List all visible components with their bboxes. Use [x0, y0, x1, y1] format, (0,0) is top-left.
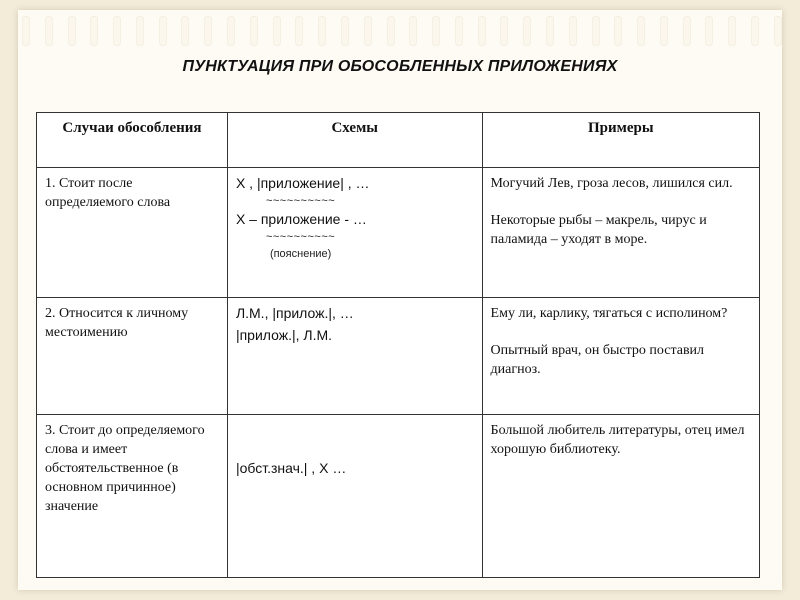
example-cell: [482, 168, 759, 298]
scheme-cell: [227, 415, 482, 578]
binder-hole: [569, 16, 577, 46]
scheme-cell: [227, 298, 482, 415]
binder-hole: [45, 16, 53, 46]
wavy-underline: ~~~~~~~~~~: [265, 231, 336, 243]
case-cell: 3. Стоит до определяемого слова и имеет обстоятельственное (в основном причинное) значение: [37, 415, 228, 578]
binder-hole: [409, 16, 417, 46]
binder-hole: [751, 16, 759, 46]
scheme-line: Х , |приложение| , …: [235, 175, 370, 191]
wavy-underline: ~~~~~~~~~~: [265, 195, 336, 207]
binder-holes: [22, 14, 782, 48]
binder-hole: [68, 16, 76, 46]
scheme-note: (пояснение): [269, 248, 332, 260]
binder-hole: [614, 16, 622, 46]
binder-hole: [500, 16, 508, 46]
table-header-row: [37, 113, 760, 168]
binder-hole: [136, 16, 144, 46]
example-text: Опытный врач, он быстро поставил диагноз.: [490, 343, 705, 377]
binder-hole: [774, 16, 782, 46]
binder-hole: [90, 16, 98, 46]
binder-hole: [592, 16, 600, 46]
table-row: [37, 298, 760, 415]
binder-hole: [478, 16, 486, 46]
example-cell: [482, 415, 759, 578]
case-cell: 1. Стоит после определяемого слова: [37, 168, 228, 298]
example-cell: [482, 298, 759, 415]
binder-hole: [273, 16, 281, 46]
binder-hole: [455, 16, 463, 46]
binder-hole: [181, 16, 189, 46]
example-text: Некоторые рыбы – макрель, чирус и паламида – уходят в море.: [490, 213, 707, 247]
scheme-line: Л.М., |прилож.|, …: [235, 305, 354, 321]
binder-hole: [683, 16, 691, 46]
binder-hole: [22, 16, 30, 46]
example-text: Могучий Лев, гроза лесов, лишился сил.: [490, 176, 733, 191]
binder-hole: [364, 16, 372, 46]
binder-hole: [728, 16, 736, 46]
binder-hole: [705, 16, 713, 46]
binder-hole: [227, 16, 235, 46]
example-text: Большой любитель литературы, отец имел хорошую библиотеку.: [490, 423, 745, 457]
binder-hole: [341, 16, 349, 46]
scheme-cell: [227, 168, 482, 298]
scheme-line: Х – приложение - …: [235, 211, 367, 227]
binder-hole: [159, 16, 167, 46]
binder-hole: [295, 16, 303, 46]
table-row: [37, 168, 760, 298]
case-cell: 2. Относится к личному местоимению: [37, 298, 228, 415]
binder-hole: [113, 16, 121, 46]
binder-hole: [523, 16, 531, 46]
binder-hole: [387, 16, 395, 46]
scheme-line: |обст.знач.| , Х …: [235, 460, 347, 476]
scheme-line: |прилож.|, Л.М.: [235, 327, 333, 343]
binder-hole: [546, 16, 554, 46]
binder-hole: [250, 16, 258, 46]
binder-hole: [204, 16, 212, 46]
page-title: ПУНКТУАЦИЯ ПРИ ОБОСОБЛЕННЫХ ПРИЛОЖЕНИЯХ: [182, 58, 618, 75]
binder-hole: [660, 16, 668, 46]
binder-hole: [637, 16, 645, 46]
table-row: [37, 415, 760, 578]
example-text: Ему ли, карлику, тягаться с исполином?: [490, 306, 728, 321]
punctuation-table: [36, 112, 760, 578]
header-cases: Случаи обособления: [37, 113, 228, 168]
binder-hole: [318, 16, 326, 46]
binder-hole: [432, 16, 440, 46]
header-schemes: Схемы: [227, 113, 482, 168]
header-examples: Примеры: [482, 113, 759, 168]
